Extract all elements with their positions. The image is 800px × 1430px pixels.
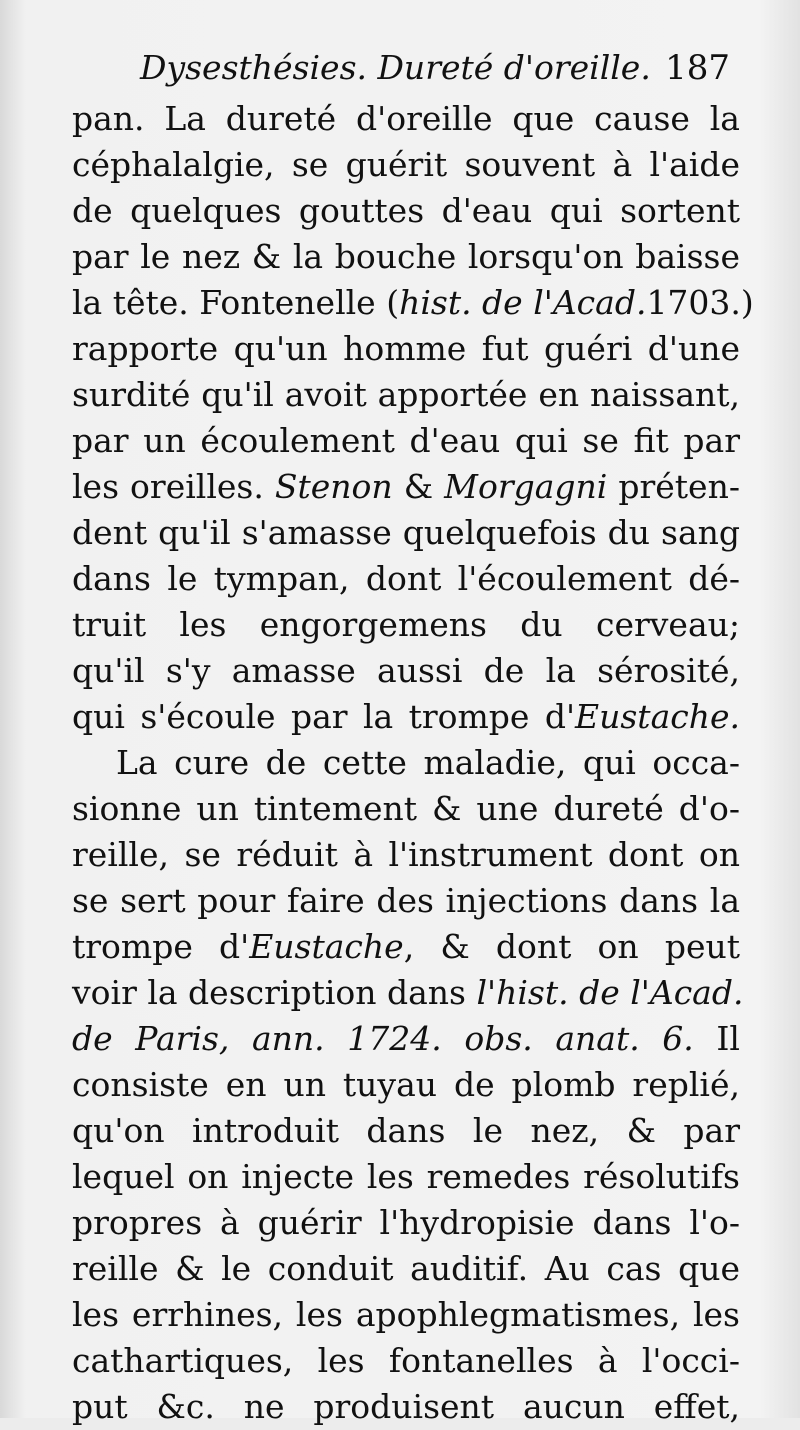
text-segment: trompe d' [72,927,250,966]
text-line [72,1338,740,1384]
text-line [72,326,740,372]
text-line [72,96,740,142]
text-segment: préten- [607,467,740,506]
italic-segment: Eustache [249,927,404,966]
text-segment: consiste en un tuyau de plomb replié, [72,1065,740,1104]
text-segment: céphalalgie, se guérit souvent à l'aide [72,145,740,184]
italic-segment: de Paris, ann. 1724. obs. anat. 6. [72,1019,694,1058]
text-segment: sionne un tintement & une dureté d'o- [72,789,740,828]
text-line [72,786,740,832]
text-segment: & [392,467,445,506]
text-segment: la tête. Fontenelle ( [72,283,400,322]
italic-segment: hist. de l'Acad. [399,283,647,322]
text-segment: truit les engorgemens du cerveau; [72,605,740,644]
text-segment: dans le tympan, dont l'écoulement dé- [72,559,740,598]
running-title: Dysesthésies. Dureté d'oreille. [140,48,651,87]
italic-segment: Stenon [274,467,393,506]
text-line [72,234,740,280]
text-segment: voir la description dans [72,973,477,1012]
text-segment: qu'on introduit dans le nez, & par [72,1111,740,1150]
text-line [72,1062,740,1108]
page-number: 187 [665,48,730,88]
text-line [72,188,740,234]
text-line [72,740,740,786]
body-text [72,96,754,1430]
text-segment: rapporte qu'un homme fut guéri d'une [72,329,740,368]
text-segment: put &c. ne produisent aucun effet, [72,1387,740,1426]
text-segment: qu'il s'y amasse aussi de la sérosité, [72,651,740,690]
italic-segment: Morgagni [444,467,608,506]
text-line [72,1016,740,1062]
text-segment: 1703.) [646,283,754,322]
text-segment: qui s'écoule par la trompe d' [72,697,576,736]
text-line [72,556,740,602]
text-segment: reille, se réduit à l'instrument dont on [72,835,740,874]
italic-segment: Eustache. [575,697,740,736]
text-line [72,1154,740,1200]
text-line [72,1292,740,1338]
text-segment: les errhines, les apophlegmatismes, les [72,1295,740,1334]
text-line [72,1384,740,1430]
text-line [72,510,740,556]
text-segment: dent qu'il s'amasse quelquefois du sang [72,513,740,552]
text-segment: de quelques gouttes d'eau qui sortent [72,191,740,230]
text-segment: pan. La dureté d'oreille que cause la [72,99,740,138]
text-line [72,142,740,188]
text-line [72,694,740,740]
text-line [72,832,740,878]
text-line [72,1108,740,1154]
text-line [72,464,740,510]
text-line [72,372,740,418]
text-segment: La cure de cette maladie, qui occa- [116,743,740,782]
text-segment: par le nez & la bouche lorsqu'on baisse [72,237,740,276]
text-line [72,924,740,970]
text-segment: se sert pour faire des injections dans la [72,881,740,920]
text-segment: reille & le conduit auditif. Au cas que [72,1249,740,1288]
text-line [72,418,740,464]
text-line [72,878,740,924]
text-segment: , & dont on peut [403,927,740,966]
text-segment: lequel on injecte les remedes résolutifs [72,1157,740,1196]
text-segment: cathartiques, les fontanelles à l'occi- [72,1341,740,1380]
italic-segment: l'hist. de l'Acad. [476,973,744,1012]
text-segment: surdité qu'il avoit apportée en naissant, [72,375,740,414]
text-segment: Il [693,1019,740,1058]
text-line [72,280,754,326]
text-line [72,602,740,648]
text-line [72,1200,740,1246]
text-segment: les oreilles. [72,467,275,506]
text-line [72,1246,740,1292]
text-segment: propres à guérir l'hydropisie dans l'o- [72,1203,740,1242]
text-segment: par un écoulement d'eau qui se fit par [72,421,740,460]
text-line [72,970,744,1016]
text-line [72,648,740,694]
page-header [140,44,730,92]
